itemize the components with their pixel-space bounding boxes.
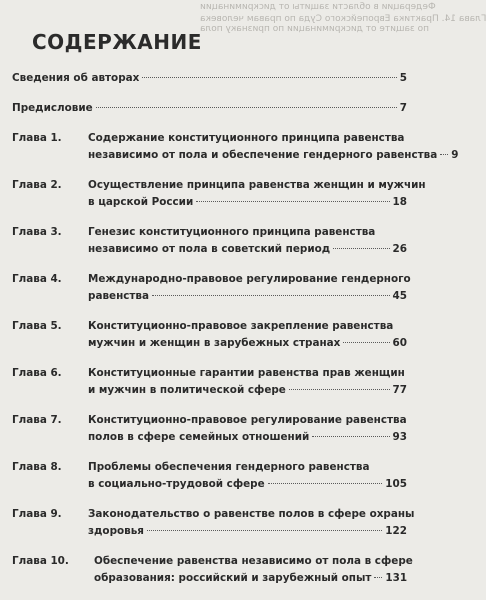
chapter-label: Глава 8. bbox=[12, 461, 62, 473]
dot-leader bbox=[196, 201, 389, 202]
bleed-line: по защите от дискриминации по признаку пола bbox=[200, 24, 430, 34]
toc-entry[interactable] bbox=[12, 271, 411, 305]
entry-title-line: Предисловие bbox=[12, 102, 93, 114]
chapter-label: Глава 2. bbox=[12, 179, 62, 191]
toc-entry[interactable] bbox=[12, 506, 415, 540]
entry-title-line: Конституционные гарантии равенства прав женщин bbox=[88, 367, 405, 379]
entry-title-line: образования: российский и зарубежный опыт bbox=[94, 572, 372, 584]
entry-title-line: Международно-правовое регулирование гендерного bbox=[88, 273, 411, 285]
toc-entry[interactable] bbox=[12, 459, 407, 493]
page-number: 60 bbox=[392, 337, 407, 349]
chapter-label: Глава 9. bbox=[12, 508, 62, 520]
toc-entry[interactable] bbox=[12, 177, 426, 211]
page-number: 7 bbox=[399, 102, 407, 114]
chapter-label: Глава 5. bbox=[12, 320, 62, 332]
page-number: 77 bbox=[392, 384, 407, 396]
page-number: 18 bbox=[392, 196, 407, 208]
page-number: 105 bbox=[385, 478, 407, 490]
chapter-label: Глава 10. bbox=[12, 555, 69, 567]
entry-title-line: Законодательство о равенстве полов в сфере охраны bbox=[88, 508, 415, 520]
toc-entry[interactable] bbox=[12, 224, 407, 258]
chapter-label: Глава 4. bbox=[12, 273, 62, 285]
dot-leader bbox=[440, 154, 448, 155]
dot-leader bbox=[374, 577, 382, 578]
entry-title-line: Конституционно-правовое закрепление равенства bbox=[88, 320, 394, 332]
entry-title-line: здоровья bbox=[88, 525, 144, 537]
dot-leader bbox=[152, 295, 390, 296]
dot-leader bbox=[96, 107, 397, 108]
entry-title-line: независимо от пола и обеспечение гендерного равенства bbox=[88, 149, 438, 161]
dot-leader bbox=[147, 530, 382, 531]
dot-leader bbox=[312, 436, 389, 437]
dot-leader bbox=[268, 483, 383, 484]
entry-title-line: в царской России bbox=[88, 196, 194, 208]
entry-title-line: Осуществление принципа равенства женщин и мужчин bbox=[88, 179, 426, 191]
entry-title-line: Сведения об авторах bbox=[12, 72, 140, 84]
bleed-line: Федерации в области защиты от дискриминации bbox=[200, 2, 436, 12]
dot-leader bbox=[142, 77, 396, 78]
dot-leader bbox=[289, 389, 390, 390]
chapter-label: Глава 6. bbox=[12, 367, 62, 379]
page-number: 9 bbox=[451, 149, 459, 161]
toc-entry[interactable] bbox=[12, 318, 407, 352]
page-number: 5 bbox=[399, 72, 407, 84]
dot-leader bbox=[333, 248, 389, 249]
toc-entry[interactable] bbox=[12, 365, 407, 399]
bleed-through-text bbox=[0, 0, 486, 34]
toc-entry[interactable] bbox=[12, 70, 407, 87]
entry-title-line: Конституционно-правовое регулирование равенства bbox=[88, 414, 407, 426]
entry-title-line: Содержание конституционного принципа равенства bbox=[88, 132, 405, 144]
chapter-label: Глава 7. bbox=[12, 414, 62, 426]
entry-title-line: и мужчин в политической сфере bbox=[88, 384, 286, 396]
dot-leader bbox=[343, 342, 389, 343]
entry-title-line: Обеспечение равенства независимо от пола в сфере bbox=[94, 555, 413, 567]
entry-title-line: Проблемы обеспечения гендерного равенства bbox=[88, 461, 370, 473]
table-of-contents bbox=[12, 70, 459, 600]
toc-entry[interactable] bbox=[12, 553, 413, 587]
entry-title-line: Генезис конституционного принципа равенства bbox=[88, 226, 376, 238]
page-number: 93 bbox=[392, 431, 407, 443]
page-number: 122 bbox=[385, 525, 407, 537]
chapter-label: Глава 1. bbox=[12, 132, 62, 144]
chapter-label: Глава 3. bbox=[12, 226, 62, 238]
entry-title-line: полов в сфере семейных отношений bbox=[88, 431, 310, 443]
toc-entry[interactable] bbox=[12, 130, 459, 164]
toc-entry[interactable] bbox=[12, 100, 407, 117]
toc-entry[interactable] bbox=[12, 412, 407, 446]
entry-title-line: равенства bbox=[88, 290, 150, 302]
page-number: 26 bbox=[392, 243, 407, 255]
entry-title-line: мужчин и женщин в зарубежных странах bbox=[88, 337, 341, 349]
page-number: 131 bbox=[385, 572, 408, 584]
page-title: СОДЕРЖАНИЕ bbox=[32, 30, 202, 54]
bleed-line: Глава 14. Практика Европейского Суда по правам человека bbox=[200, 14, 486, 24]
entry-title-line: независимо от пола в советский период bbox=[88, 243, 331, 255]
entry-title-line: в социально-трудовой сфере bbox=[88, 478, 265, 490]
page-number: 45 bbox=[392, 290, 407, 302]
